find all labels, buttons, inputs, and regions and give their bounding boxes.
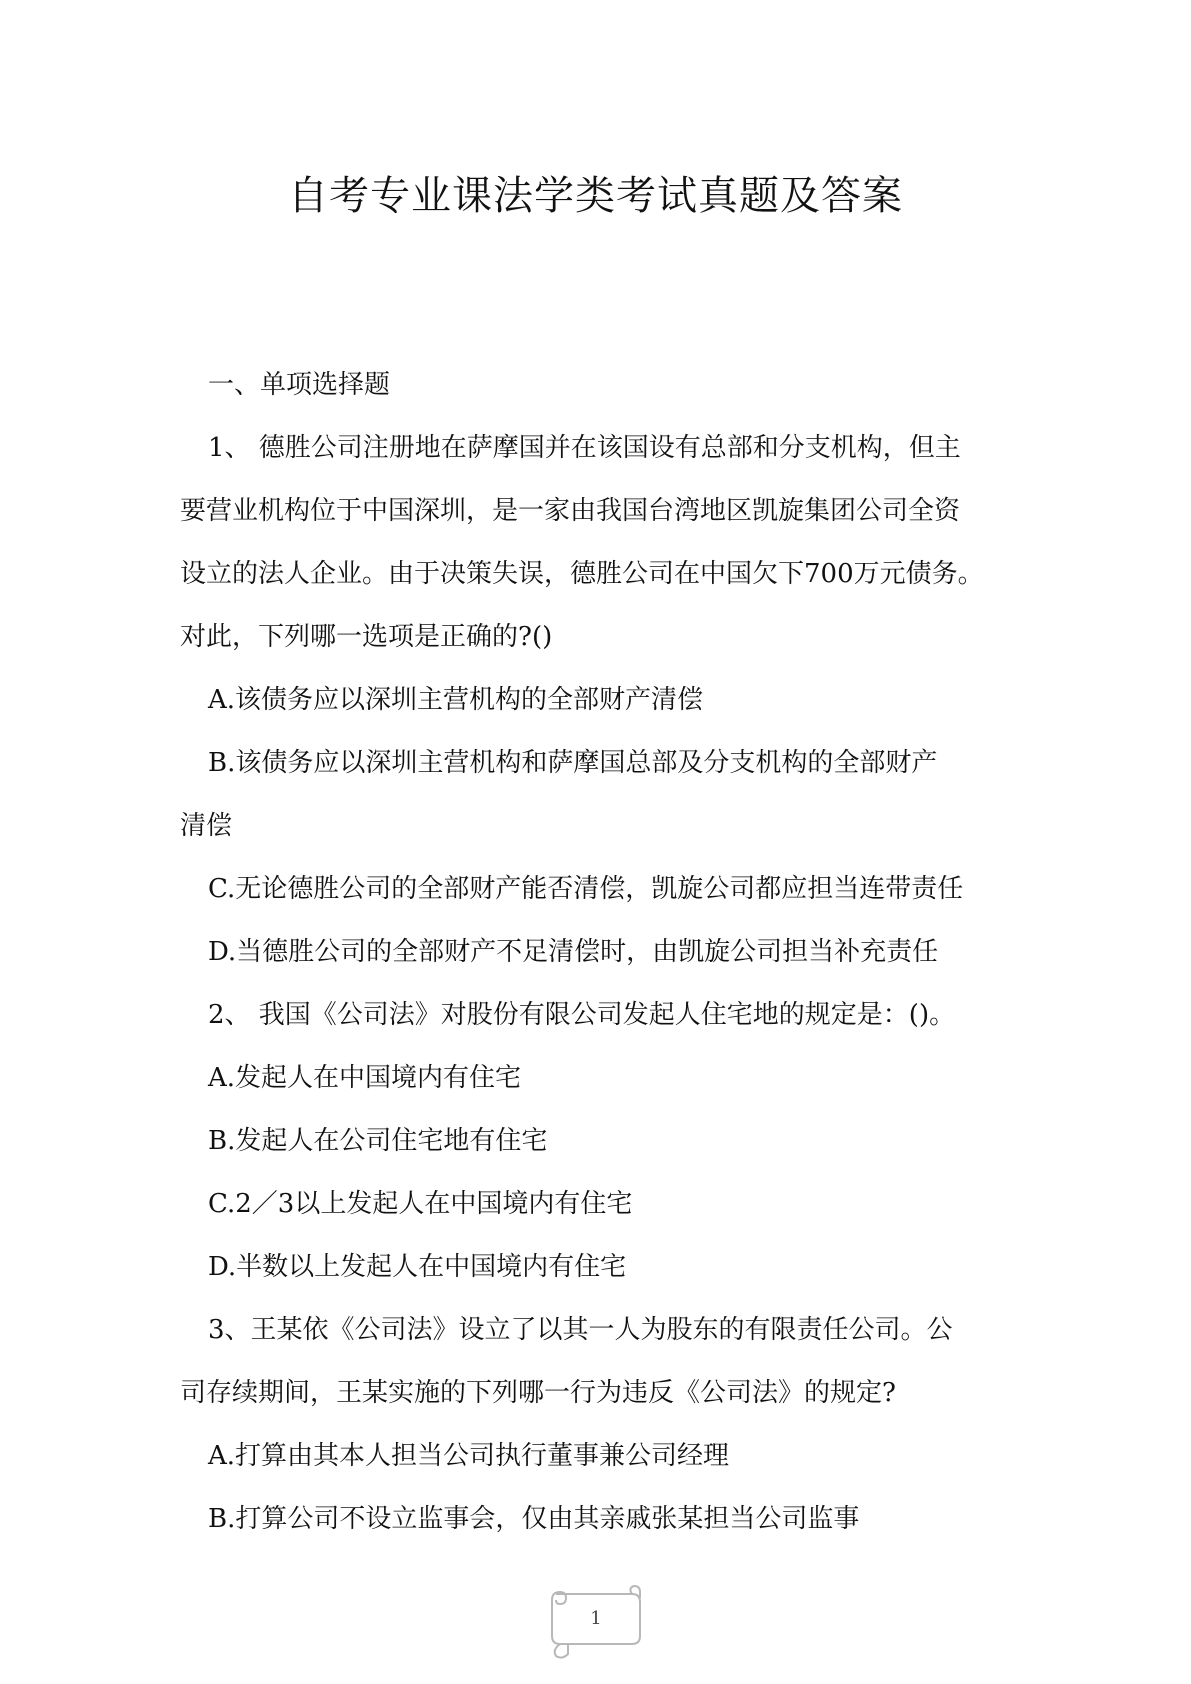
question-1-option-c: C.无论德胜公司的全部财产能否清偿，凯旋公司都应担当连带责任: [208, 874, 964, 904]
document-title: 自考专业课法学类考试真题及答案: [288, 173, 903, 219]
question-2: 2、 我国《公司法》对股份有限公司发起人住宅地的规定是：()。: [208, 1000, 956, 1030]
question-1-line-1: 1、 德胜公司注册地在萨摩国并在该国设有总部和分支机构，但主: [208, 433, 961, 463]
question-1-line-4: 对此，下列哪一选项是正确的?(): [180, 622, 553, 652]
document-body: [180, 354, 1020, 1551]
question-1-option-b-cont: 清偿: [180, 811, 233, 841]
question-1-option-a: A.该债务应以深圳主营机构的全部财产清偿: [208, 685, 704, 715]
question-1-line-3: 设立的法人企业。由于决策失误，德胜公司在中国欠下700万元债务。: [180, 559, 984, 589]
question-2-option-a: A.发起人在中国境内有住宅: [208, 1063, 522, 1093]
question-2-option-d: D.半数以上发起人在中国境内有住宅: [208, 1252, 627, 1282]
question-2-option-c: C.2／3以上发起人在中国境内有住宅: [208, 1189, 633, 1219]
question-1-option-b: B.该债务应以深圳主营机构和萨摩国总部及分支机构的全部财产: [208, 748, 938, 778]
question-3-option-a: A.打算由其本人担当公司执行董事兼公司经理: [208, 1441, 730, 1471]
question-3-line-1: 3、王某依《公司法》设立了以其一人为股东的有限责任公司。公: [208, 1315, 953, 1345]
page-footer: [540, 1578, 652, 1660]
question-3-option-b: B.打算公司不设立监事会，仅由其亲戚张某担当公司监事: [208, 1504, 860, 1534]
section-heading: 一、单项选择题: [208, 370, 391, 400]
page-number: 1: [590, 1608, 602, 1629]
question-1-option-d: D.当德胜公司的全部财产不足清偿时，由凯旋公司担当补充责任: [208, 937, 939, 967]
question-3-line-2: 司存续期间，王某实施的下列哪一行为违反《公司法》的规定?: [180, 1378, 896, 1408]
question-1-line-2: 要营业机构位于中国深圳，是一家由我国台湾地区凯旋集团公司全资: [180, 496, 961, 526]
question-2-option-b: B.发起人在公司住宅地有住宅: [208, 1126, 548, 1156]
